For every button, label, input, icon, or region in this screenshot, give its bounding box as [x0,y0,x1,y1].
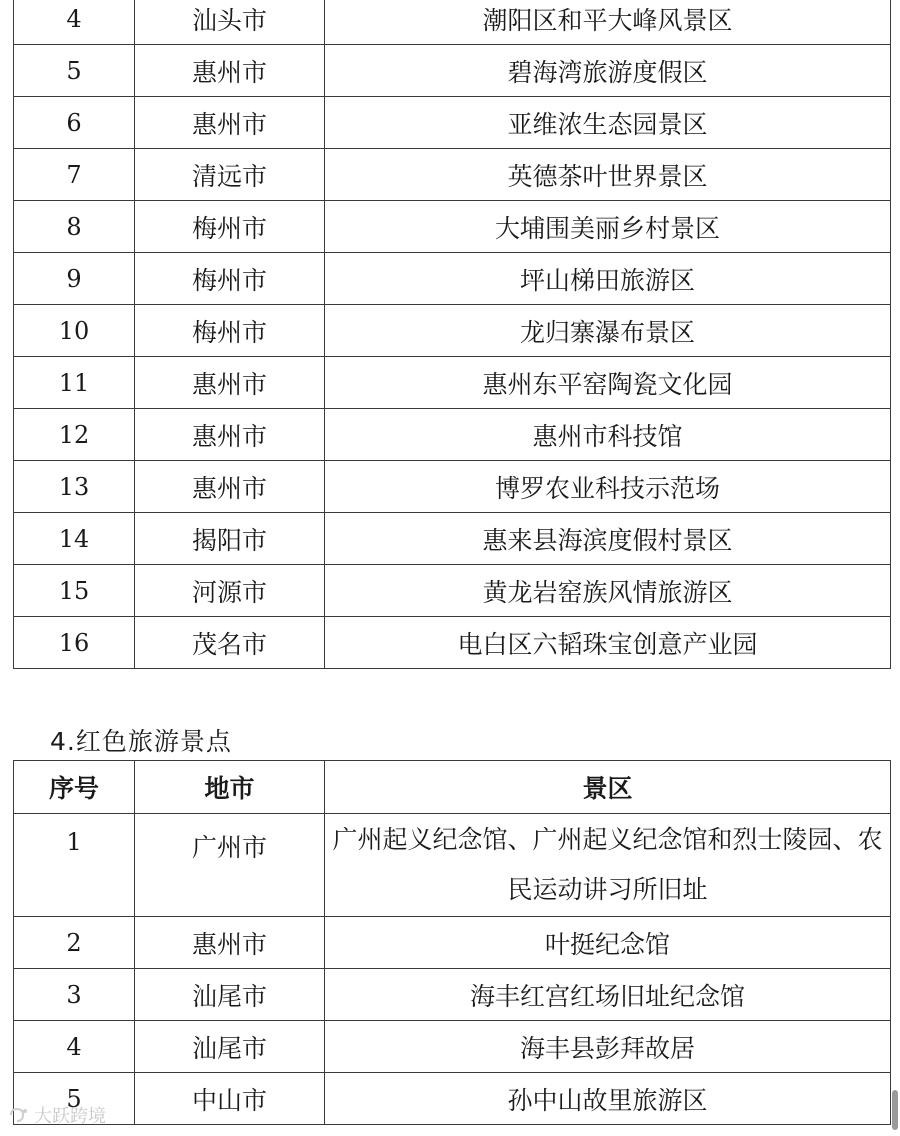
row-scenic-area: 广州起义纪念馆、广州起义纪念馆和烈士陵园、农民运动讲习所旧址 [325,814,891,917]
row-number: 14 [14,513,135,565]
row-scenic-area: 大埔围美丽乡村景区 [325,201,891,253]
row-number: 12 [14,409,135,461]
row-city: 汕尾市 [135,969,325,1021]
table-row [14,201,891,253]
watermark-logo-icon [8,1106,30,1124]
row-number: 15 [14,565,135,617]
row-number: 5 [14,1073,135,1125]
row-city: 梅州市 [135,305,325,357]
table-row [14,1021,891,1073]
row-number: 7 [14,149,135,201]
row-city: 中山市 [135,1073,325,1125]
row-scenic-area: 惠州市科技馆 [325,409,891,461]
row-scenic-area: 电白区六韬珠宝创意产业园 [325,617,891,669]
row-scenic-area: 碧海湾旅游度假区 [325,45,891,97]
row-number: 9 [14,253,135,305]
row-number: 4 [14,0,135,45]
scrollbar[interactable] [892,1090,898,1130]
row-number: 1 [14,814,135,917]
watermark [8,1102,106,1128]
row-city: 河源市 [135,565,325,617]
table-row [14,409,891,461]
row-scenic-area: 海丰县彭拜故居 [325,1021,891,1073]
row-city: 惠州市 [135,409,325,461]
row-scenic-area: 英德茶叶世界景区 [325,149,891,201]
table-row [14,1073,891,1125]
table-row [14,917,891,969]
header-number: 序号 [14,761,135,814]
table-row [14,617,891,669]
row-number: 3 [14,969,135,1021]
watermark-text: 大跃跨境 [34,1106,106,1127]
row-city: 汕尾市 [135,1021,325,1073]
header-scenic-area: 景区 [325,761,891,814]
row-number: 8 [14,201,135,253]
table-row [14,565,891,617]
row-scenic-area: 龙归寨瀑布景区 [325,305,891,357]
table-row [14,0,891,45]
row-city: 茂名市 [135,617,325,669]
row-city: 惠州市 [135,45,325,97]
row-scenic-area: 亚维浓生态园景区 [325,97,891,149]
row-scenic-area: 博罗农业科技示范场 [325,461,891,513]
row-number: 11 [14,357,135,409]
section-heading-red-tourism: 4.红色旅游景点 [50,727,232,756]
table-row [14,97,891,149]
row-number: 13 [14,461,135,513]
row-number: 4 [14,1021,135,1073]
table-row [14,969,891,1021]
row-city: 清远市 [135,149,325,201]
row-scenic-area: 海丰红宫红场旧址纪念馆 [325,969,891,1021]
table-row [14,357,891,409]
red-tourism-table [13,760,891,1125]
row-scenic-area: 惠州东平窑陶瓷文化园 [325,357,891,409]
row-number: 10 [14,305,135,357]
scenic-spots-table-continued [13,0,891,669]
row-city: 揭阳市 [135,513,325,565]
row-scenic-area: 坪山梯田旅游区 [325,253,891,305]
row-scenic-area: 潮阳区和平大峰风景区 [325,0,891,45]
row-scenic-area: 叶挺纪念馆 [325,917,891,969]
table-row [14,45,891,97]
table-row [14,814,891,917]
row-city: 惠州市 [135,917,325,969]
row-city: 广州市 [135,814,325,917]
table-row [14,253,891,305]
row-city: 惠州市 [135,461,325,513]
row-city: 梅州市 [135,253,325,305]
row-number: 2 [14,917,135,969]
row-scenic-area: 黄龙岩窑族风情旅游区 [325,565,891,617]
row-city: 惠州市 [135,97,325,149]
row-scenic-area: 孙中山故里旅游区 [325,1073,891,1125]
header-city: 地市 [135,761,325,814]
table-header-row [14,761,891,814]
table-row [14,305,891,357]
row-number: 16 [14,617,135,669]
row-scenic-area: 惠来县海滨度假村景区 [325,513,891,565]
table-row [14,513,891,565]
table-row [14,149,891,201]
row-city: 惠州市 [135,357,325,409]
table-row [14,461,891,513]
row-number: 6 [14,97,135,149]
row-number: 5 [14,45,135,97]
row-city: 梅州市 [135,201,325,253]
row-city: 汕头市 [135,0,325,45]
